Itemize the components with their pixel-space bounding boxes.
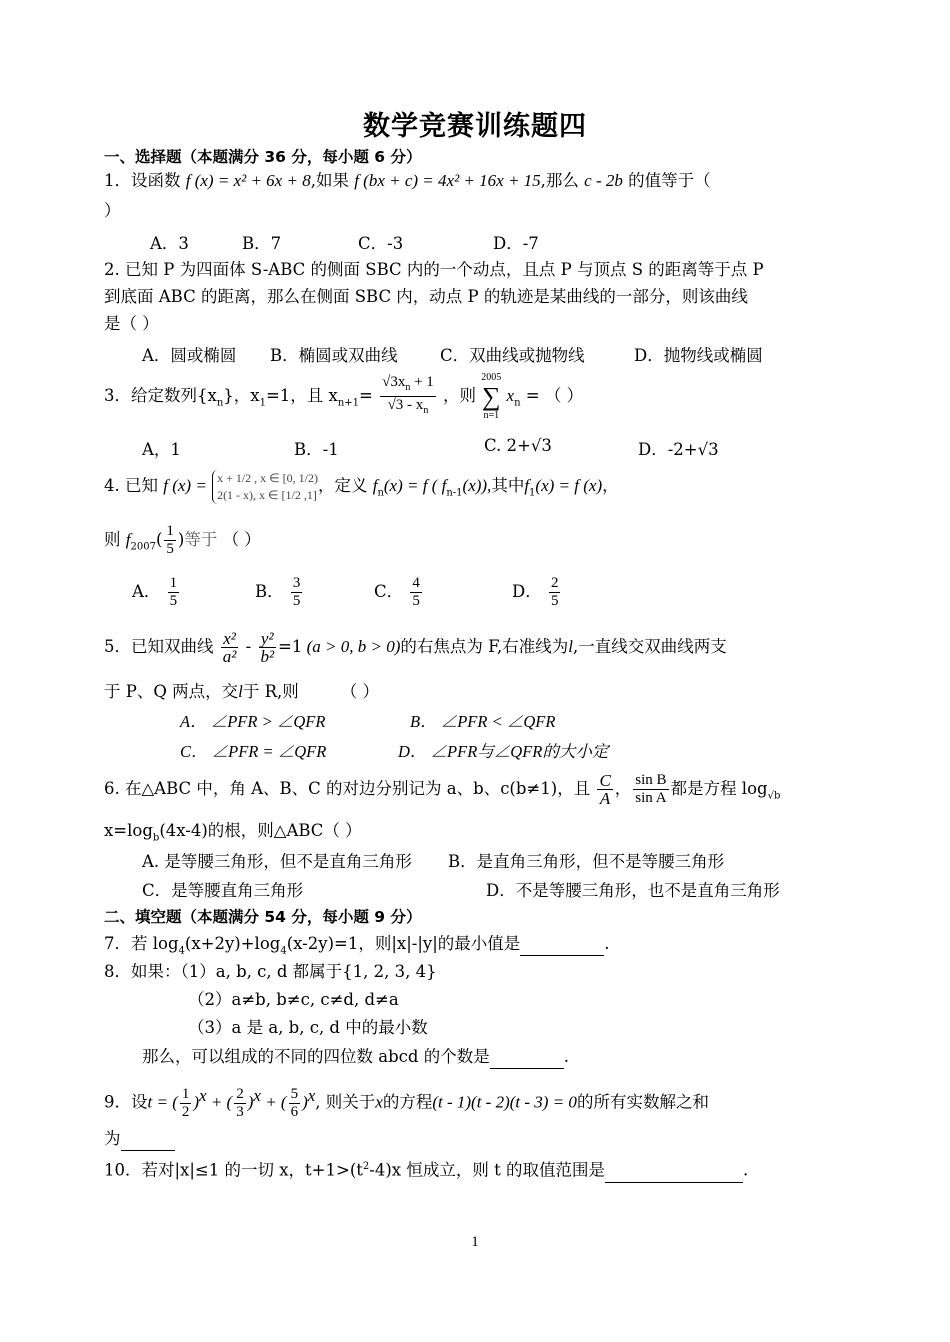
- q9-den-1: 2: [181, 1103, 190, 1120]
- q1-option-d: D．-7: [493, 234, 539, 253]
- q9-t: t = (: [147, 1092, 178, 1112]
- q6-fraction-sin: [633, 772, 668, 807]
- q9-fraction-2: [234, 1086, 246, 1121]
- q1-option-a: A．3: [150, 234, 189, 253]
- question-5-line-2: [104, 681, 379, 703]
- q4-option-b-label: B．: [255, 582, 284, 601]
- q4-rec-tail: (x)),: [462, 476, 492, 495]
- q5-option-a: A． ∠PFR > ∠QFR: [180, 712, 326, 731]
- q1-continuation: ）: [104, 201, 121, 220]
- q9-fraction-1: [180, 1086, 192, 1121]
- question-3: [104, 368, 583, 431]
- q2-option-d: D．抛物线或椭圆: [634, 346, 763, 365]
- q5-l2a: 于 P、Q 两点，交: [104, 682, 239, 701]
- q4-f1-tail: (x) = f (x): [535, 476, 603, 495]
- q4-l2-paren: (: [155, 530, 163, 549]
- q4-option-a-num: 1: [169, 575, 178, 591]
- q4-comma: ，: [602, 476, 619, 495]
- q1-mid: ,如果: [310, 171, 349, 190]
- q4-option-a: [132, 568, 181, 616]
- q4-answer-bracket: （ ）: [222, 530, 261, 549]
- q8-l4a: 那么，可以组成的不同的四位数 abcd 的个数是: [142, 1047, 490, 1066]
- q4-option-c-fraction: [410, 575, 422, 610]
- q4-l2-sub: 2007: [130, 541, 156, 553]
- q7-b: (x+2y)+log: [184, 934, 281, 953]
- q4-option-c-den: 5: [412, 593, 420, 609]
- q3-prefix: 3．给定数列{x: [104, 386, 217, 405]
- q4-option-a-den: 5: [169, 593, 178, 609]
- q3-sum-bottom: n=1: [483, 409, 500, 421]
- q3-mid: }，x: [223, 386, 260, 405]
- q6-fraction-ca: [597, 772, 612, 807]
- q9-xv: x: [375, 1092, 383, 1112]
- question-6-line-2: [104, 820, 362, 849]
- q6-den-2: sin A: [635, 790, 667, 806]
- q6-l2-sub: b: [152, 832, 160, 844]
- q3-sum-sub: n: [514, 397, 521, 409]
- q8-answer-blank[interactable]: [490, 1046, 564, 1069]
- q4-f1-sub: 1: [529, 487, 536, 499]
- q4-rec-sub: n: [377, 487, 384, 499]
- page-number: 1: [471, 1234, 479, 1250]
- q1-option-c: C．-3: [358, 234, 404, 253]
- q5-option-b: B． ∠PFR < ∠QFR: [410, 712, 556, 731]
- q5-condition: (a > 0, b > 0): [302, 637, 401, 656]
- q3-den: √3 - x: [387, 397, 424, 413]
- q3-mid2: =1，且 x: [265, 386, 338, 405]
- q4-option-d-den: 5: [550, 593, 559, 609]
- question-4: [104, 460, 619, 519]
- q3-option-a: A，1: [142, 440, 181, 459]
- q3-num: √3x: [382, 374, 406, 390]
- q9-num-1: 1: [181, 1085, 190, 1102]
- question-8-line-2: （2）a≠b, b≠c, c≠d, d≠a: [188, 990, 399, 1009]
- q5-mid: 的右焦点为 F,右准线为: [400, 637, 569, 656]
- q6-tail: 都是方程 log: [670, 779, 768, 798]
- q4-def: ，定义: [317, 476, 368, 495]
- q4-case-1: x + 1/2 , x ∈ [0, 1/2): [217, 470, 318, 485]
- q4-where: 其中: [491, 476, 525, 495]
- q6-l2: x=log: [104, 821, 153, 840]
- q10-a: 10．若对|x|≤1 的一切 x，t+1>(t: [104, 1160, 363, 1180]
- q6-option-b: B．是直角三角形，但不是等腰三角形: [448, 852, 725, 871]
- q2-option-b: B．椭圆或双曲线: [270, 346, 398, 365]
- q6-option-a: A. 是等腰三角形，但不是直角三角形: [142, 852, 412, 871]
- q3-sub-n1: n+1: [337, 397, 360, 409]
- q4-option-c: [374, 568, 424, 616]
- q4-f1: f: [524, 476, 530, 495]
- q3-eq: =: [359, 386, 373, 405]
- q4-then: 则: [104, 530, 121, 549]
- q9-mid2: 的方程: [382, 1092, 433, 1112]
- q9-p3: ): [302, 1092, 308, 1112]
- question-2-line-2: 到底面 ABC 的距离，那么在侧面 SBC 内，动点 P 的轨迹是某曲线的一部分，则该曲线: [104, 287, 748, 306]
- q5-fraction-y: [258, 630, 276, 665]
- section-heading-choice: 一、选择题（本题满分 36 分，每小题 6 分）: [104, 148, 422, 166]
- q5-eq: =1: [278, 637, 303, 656]
- q4-fx: f (x) =: [163, 476, 207, 495]
- q1-mid2: ,那么: [540, 171, 579, 190]
- question-9-line-2: [104, 1128, 175, 1151]
- q1-prefix: 1．设函数: [104, 171, 181, 190]
- q4-prefix: 4. 已知: [104, 476, 158, 495]
- q4-arg-fraction: [164, 523, 176, 558]
- q4-option-d-num: 2: [550, 575, 559, 591]
- q9-exp-3: x: [307, 1086, 316, 1105]
- question-2-line-3: 是（ ）: [104, 314, 159, 333]
- q9-equation: (t - 1)(t - 2)(t - 3) = 0: [432, 1092, 577, 1112]
- q3-option-d: D．-2+√3: [638, 440, 719, 459]
- question-9: [104, 1072, 709, 1127]
- q4-option-d: [512, 568, 562, 616]
- sigma-icon: ∑: [482, 381, 501, 411]
- q4-option-c-label: C．: [374, 582, 404, 601]
- q5-minus: -: [240, 637, 257, 656]
- q7-answer-blank[interactable]: [520, 933, 604, 956]
- q4-option-b-den: 5: [292, 593, 301, 609]
- q5-num-1: x²: [223, 629, 236, 648]
- q1-expression: c - 2b: [584, 171, 623, 190]
- q6-num-2: sin B: [635, 772, 667, 788]
- q4-option-b-fraction: [291, 575, 303, 610]
- q3-tail: = （ ）: [520, 386, 584, 405]
- q5-den-1: a²: [222, 647, 237, 666]
- q3-option-b: B．-1: [294, 440, 339, 459]
- q5-l2-l: l: [238, 682, 243, 701]
- q3-recurrence-fraction: [380, 374, 436, 419]
- question-4-line-2: [104, 518, 261, 569]
- q9-fraction-3: [289, 1086, 301, 1121]
- q7-sub-2: 4: [280, 945, 287, 957]
- q2-option-a: A．圆或椭圆: [142, 346, 237, 365]
- q4-option-c-num: 4: [412, 575, 420, 591]
- question-8-line-4: [142, 1046, 569, 1069]
- q7-sub-1: 4: [178, 945, 185, 957]
- q4-case-2: 2(1 - x), x ∈ [1/2 ,1]: [217, 487, 317, 502]
- q10-c: .: [742, 1160, 749, 1180]
- q4-option-d-fraction: [549, 575, 561, 610]
- q3-sub: n: [216, 397, 224, 409]
- q9-plus1: + (: [206, 1092, 233, 1112]
- q10-b: -4)x 恒成立，则 t 的取值范围是: [369, 1160, 605, 1180]
- q4-piecewise: [212, 470, 318, 504]
- q2-option-c: C．双曲线或抛物线: [440, 346, 585, 365]
- q3-summation: [481, 372, 501, 422]
- q4-l2-f: f: [125, 530, 131, 549]
- q9-num-2: 2: [236, 1085, 244, 1102]
- q9-tail: 的所有实数解之和: [576, 1092, 709, 1112]
- q6-den-1: A: [599, 789, 611, 808]
- q9-exp-2: x: [253, 1086, 261, 1105]
- q3-option-c: C. 2+√3: [484, 436, 552, 455]
- q8-l4b: .: [563, 1047, 569, 1066]
- q3-sum-term: x: [506, 386, 515, 405]
- page-title: 数学竞赛训练题四: [363, 111, 587, 142]
- q9-num-3: 5: [290, 1085, 299, 1102]
- q7-c: (x-2y)=1，则|x|-|y|的最小值是: [286, 934, 521, 953]
- q3-num-tail: + 1: [410, 374, 434, 390]
- q7-a: 7．若 log: [104, 934, 179, 953]
- q9-plus2: + (: [260, 1092, 287, 1112]
- q5-l2b: 于 R,则: [242, 682, 299, 701]
- q9-p2: ): [247, 1092, 254, 1112]
- q3-den-sub: n: [423, 405, 429, 416]
- q4-option-b-num: 3: [292, 575, 301, 591]
- question-8-line-1: 8．如果：（1）a, b, c, d 都属于{1, 2, 3, 4}: [104, 962, 437, 981]
- question-1: [104, 170, 711, 192]
- q4-option-a-label: A．: [132, 582, 161, 601]
- q5-fraction-x: [221, 630, 239, 665]
- q6-l2-tail: (4x-4)的根，则△ABC（ ）: [159, 821, 362, 840]
- q5-answer-bracket: （ ）: [340, 682, 379, 701]
- q3-num-sub: n: [405, 382, 411, 393]
- q6-tail-sub: √b: [767, 790, 781, 802]
- section-heading-fill: 二、填空题（本题满分 54 分，每小题 9 分）: [104, 908, 422, 926]
- q9-prefix: 9．设: [104, 1092, 148, 1112]
- question-7: [104, 933, 610, 962]
- q4-arg-den: 5: [166, 541, 174, 557]
- q6-num-1: C: [599, 771, 611, 790]
- q4-option-a-fraction: [168, 575, 180, 610]
- q3-sum-top: 2005: [481, 371, 502, 383]
- q5-prefix: 5．已知双曲线: [104, 637, 214, 656]
- q5-num-2: y²: [260, 629, 274, 648]
- q5-tail: ,一直线交双曲线两支: [573, 637, 727, 656]
- q4-rec-mid: (x) = f ( f: [383, 476, 447, 495]
- q5-option-d: D． ∠PFR与∠QFR的大小定: [398, 742, 609, 761]
- q10-answer-blank[interactable]: [605, 1160, 743, 1183]
- q6-option-c: C．是等腰直角三角形: [142, 881, 304, 900]
- q6-prefix: 6. 在△ABC 中，角 A、B、C 的对边分别记为 a、b、c(b≠1)，且: [104, 779, 591, 798]
- q4-option-b: [255, 568, 304, 616]
- q10-sup: 2: [362, 1161, 370, 1172]
- question-6: [104, 764, 780, 821]
- q9-mid: , 则关于: [315, 1092, 376, 1112]
- question-2-line-1: 2. 已知 P 为四面体 S-ABC 的侧面 SBC 内的一个动点，且点 P 与顶点 S 的距离等于点 P: [104, 260, 764, 279]
- q7-d: .: [604, 934, 610, 953]
- q4-arg-num: 1: [166, 523, 174, 539]
- q9-answer-blank[interactable]: [121, 1128, 175, 1151]
- q6-option-d: D．不是等腰三角形，也不是直角三角形: [486, 881, 780, 900]
- q1-suffix: 的值等于（: [628, 171, 711, 190]
- q4-option-d-label: D．: [512, 582, 542, 601]
- q5-den-2: b²: [260, 647, 275, 666]
- q9-den-3: 6: [290, 1103, 299, 1120]
- q1-option-b: B．7: [242, 234, 282, 253]
- question-8-line-3: （3）a 是 a, b, c, d 中的最小数: [188, 1018, 428, 1037]
- q4-equals-text: 等于: [184, 530, 218, 549]
- q6-comma: ，: [614, 779, 632, 798]
- q9-p1: ): [193, 1092, 200, 1112]
- q3-sub-1: 1: [259, 397, 266, 409]
- q9-den-2: 3: [236, 1103, 244, 1120]
- q1-function-2: f (bx + c) = 4x² + 16x + 15: [354, 171, 541, 190]
- q5-option-c: C． ∠PFR = ∠QFR: [180, 742, 327, 761]
- question-10: [104, 1156, 748, 1183]
- q4-l2-close: ): [177, 530, 185, 549]
- question-5: [104, 622, 727, 672]
- q9-exp-1: x: [199, 1086, 207, 1105]
- q1-function: f (x) = x² + 6x + 8: [185, 171, 311, 190]
- q4-rec: f: [372, 476, 378, 495]
- q9-l2: 为: [104, 1129, 121, 1148]
- q4-rec-sub2: n-1: [446, 487, 463, 499]
- q5-l: l: [568, 637, 573, 656]
- q3-then: ，则: [443, 386, 477, 405]
